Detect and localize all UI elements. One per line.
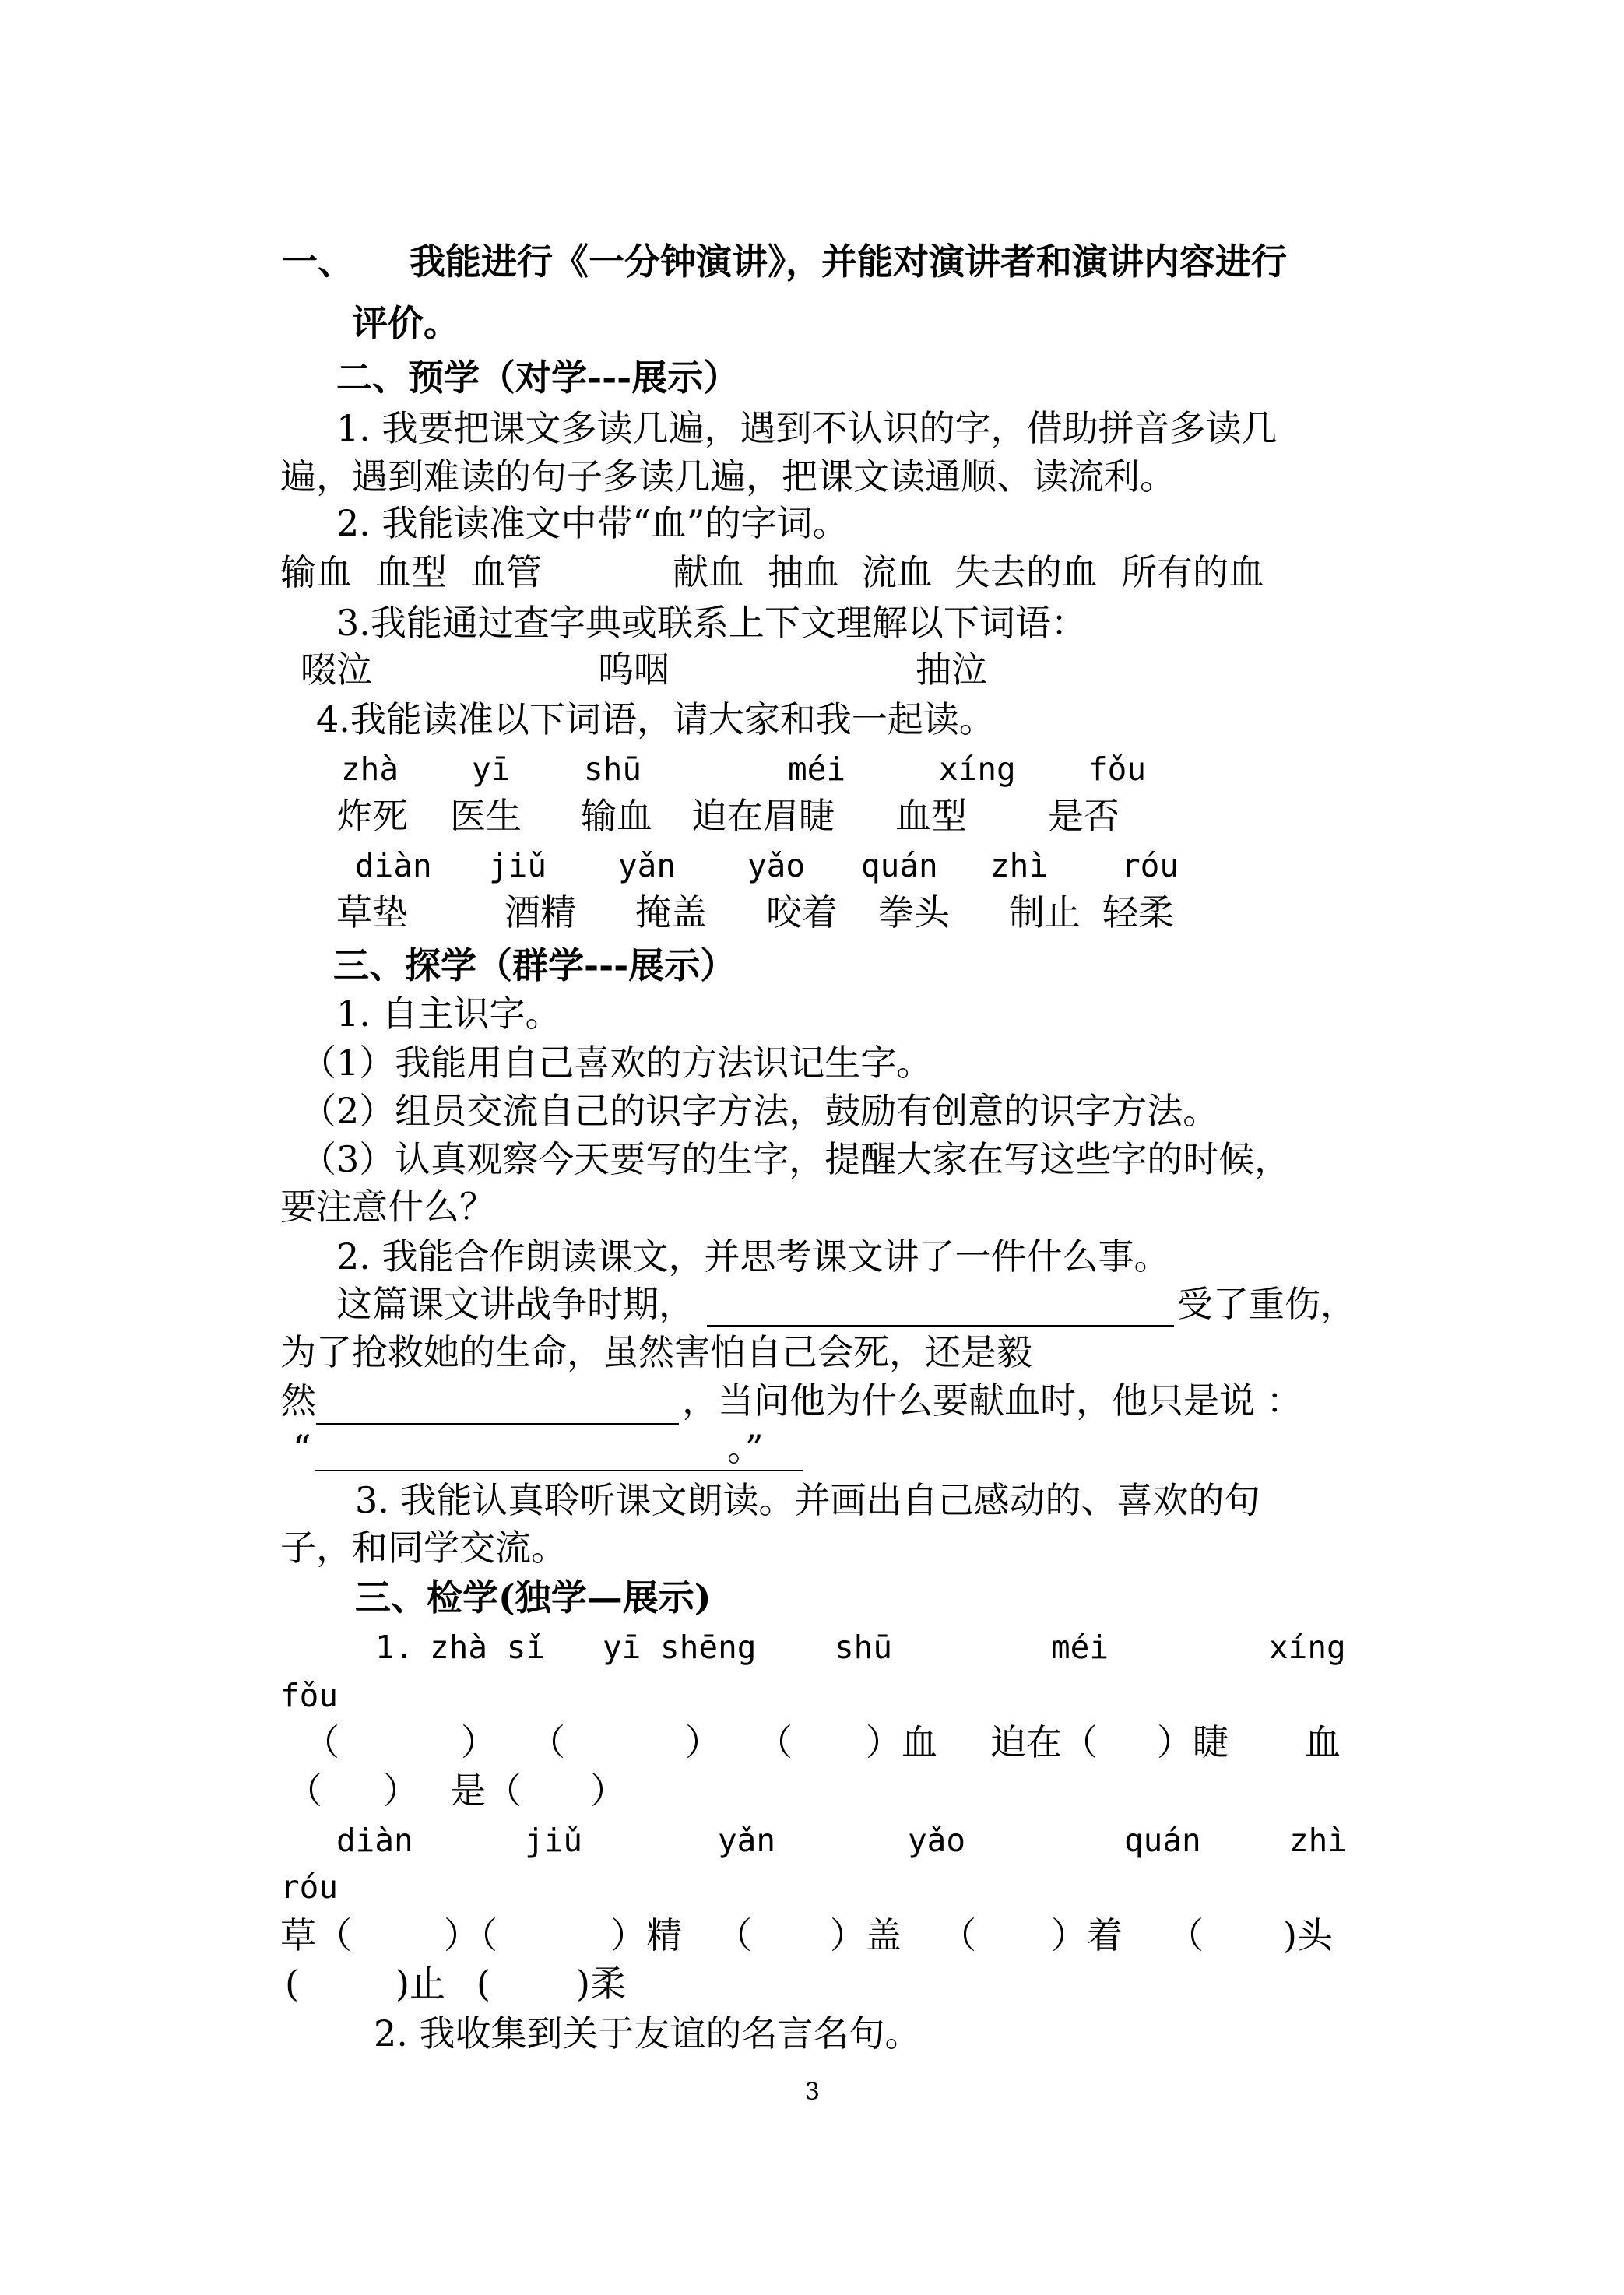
explore-item-3-cont: 子，和同学交流。 xyxy=(280,1527,567,1569)
xue-word: 献血 xyxy=(673,551,744,593)
vocab-word: 咬着 xyxy=(766,891,838,933)
vocab-word: 是否 xyxy=(1048,795,1120,837)
blank-paren[interactable]: )柔 xyxy=(576,1963,626,2005)
pinyin: yī xyxy=(472,750,511,788)
pinyin: zhà sǐ xyxy=(430,1629,546,1666)
prelearn-item-3: 3.我能通过查字典或联系上下文理解以下词语： xyxy=(336,602,1087,644)
pinyin: yī shēng xyxy=(603,1629,757,1666)
vocab-word: 血型 xyxy=(895,795,967,837)
pinyin: méi xyxy=(788,750,846,788)
pinyin: fǒu xyxy=(1088,750,1147,788)
explore-item-1: 1. 自主识字。 xyxy=(336,993,561,1035)
blank-paren[interactable]: ）精 xyxy=(610,1914,682,1956)
pinyin: yǎo xyxy=(908,1822,966,1859)
explore-item-3: 3. 我能认真聆听课文朗读。并画出自己感动的、喜欢的句 xyxy=(355,1479,1260,1521)
blank-paren[interactable]: ）着 xyxy=(1051,1914,1123,1956)
fill-text: 受了重伤， xyxy=(1177,1283,1356,1325)
prelearn-item-4: 4.我能读准以下词语，请大家和我一起读。 xyxy=(316,698,995,740)
blank-paren[interactable]: （ xyxy=(940,1914,976,1956)
blank-paren[interactable]: ）睫 xyxy=(1157,1721,1229,1763)
understand-word: 呜咽 xyxy=(598,648,670,691)
pinyin: jiǔ xyxy=(489,847,547,884)
fill-text: ，当问他为什么要献血时，他只是说 ： xyxy=(682,1379,1302,1422)
pinyin: róu xyxy=(1121,847,1179,884)
pinyin: yǎn xyxy=(618,847,677,884)
blank-paren[interactable]: ）盖 xyxy=(830,1914,902,1956)
fill-text: 然 xyxy=(280,1379,316,1422)
xue-word: 血管 xyxy=(470,551,542,593)
blank-paren[interactable]: （ xyxy=(304,1721,339,1763)
xue-word: 抽血 xyxy=(768,551,839,593)
blank-text: 血 xyxy=(1305,1721,1341,1763)
section-title-check: 三、检学(独学—展示) xyxy=(355,1576,712,1618)
explore-sub-3: （3）认真观察今天要写的生字，提醒大家在写这些字的时候， xyxy=(301,1138,1291,1180)
heading-text-cont: 评价。 xyxy=(352,302,459,344)
pinyin: méi xyxy=(1051,1629,1109,1666)
blank-paren[interactable]: 草（ xyxy=(280,1914,352,1956)
pinyin: quán xyxy=(861,847,938,884)
vocab-word: 医生 xyxy=(450,795,522,837)
fill-text: 。” xyxy=(727,1427,764,1469)
pinyin: xíng xyxy=(1269,1629,1346,1666)
xue-word: 失去的血 xyxy=(954,551,1098,593)
pinyin: yǎo xyxy=(747,847,806,884)
pinyin: fǒu xyxy=(280,1677,339,1714)
pinyin: yǎn xyxy=(718,1822,776,1859)
explore-sub-1: （1）我能用自己喜欢的方法识记生字。 xyxy=(301,1042,933,1084)
blank-paren[interactable]: 迫在（ xyxy=(990,1721,1098,1763)
vocab-word: 迫在眉睫 xyxy=(691,795,835,837)
xue-word: 血型 xyxy=(375,551,447,593)
blank-paren[interactable]: ） xyxy=(383,1770,419,1812)
pinyin: zhà xyxy=(341,750,399,788)
pinyin: shū xyxy=(584,750,642,788)
blank-paren[interactable]: ）血 xyxy=(866,1721,937,1763)
pinyin: zhì xyxy=(1289,1822,1348,1859)
vocab-word: 酒精 xyxy=(504,891,576,933)
vocab-word: 草垫 xyxy=(336,891,408,933)
blank-paren[interactable]: ） xyxy=(590,1770,626,1812)
section-title-explore: 三、探学（群学---展示） xyxy=(333,944,736,986)
blank-paren[interactable]: ）（ xyxy=(444,1914,497,1956)
understand-word: 抽泣 xyxy=(916,648,987,691)
blank-paren[interactable]: （ xyxy=(716,1914,752,1956)
fill-text: 为了抢救她的生命，虽然害怕自己会死，还是毅 xyxy=(280,1331,1032,1373)
vocab-word: 制止 xyxy=(1009,891,1081,933)
blank-paren[interactable]: )头 xyxy=(1283,1914,1333,1956)
blank-paren[interactable]: （ xyxy=(529,1721,565,1763)
blank-paren[interactable]: ( xyxy=(285,1963,299,2005)
prelearn-item-1-cont: 遍，遇到难读的句子多读几遍，把课文读通顺、读流利。 xyxy=(280,455,1176,497)
blank-paren[interactable]: （ xyxy=(286,1770,322,1812)
vocab-word: 输血 xyxy=(581,795,652,837)
blank-paren[interactable]: ） xyxy=(685,1721,721,1763)
explore-sub-3-cont: 要注意什么？ xyxy=(280,1186,495,1228)
heading-text: 我能进行《一分钟演讲》，并能对演讲者和演讲内容进行 xyxy=(410,241,1287,283)
xue-word: 输血 xyxy=(280,551,352,593)
fill-text: “ xyxy=(293,1427,311,1469)
pinyin: zhì xyxy=(990,847,1049,884)
pinyin: jiǔ xyxy=(525,1822,583,1859)
pinyin: diàn xyxy=(355,847,432,884)
pinyin: shū xyxy=(835,1629,893,1666)
check-item-2: 2. 我收集到关于友谊的名言名句。 xyxy=(374,2012,921,2054)
pinyin: róu xyxy=(280,1868,339,1906)
fill-text: 这篇课文讲战争时期， xyxy=(336,1283,694,1325)
check-item-number: 1. xyxy=(375,1629,414,1666)
pinyin: diàn xyxy=(336,1822,413,1859)
vocab-word: 炸死 xyxy=(336,795,408,837)
understand-word: 啜泣 xyxy=(301,648,372,691)
blank-paren[interactable]: （ xyxy=(1168,1914,1204,1956)
heading-number: 一、 xyxy=(282,241,353,283)
blank-paren[interactable]: ( xyxy=(476,1963,490,2005)
pinyin: quán xyxy=(1124,1822,1201,1859)
explore-item-2: 2. 我能合作朗读课文，并思考课文讲了一件什么事。 xyxy=(336,1235,1170,1278)
pinyin: xíng xyxy=(939,750,1016,788)
xue-word: 流血 xyxy=(861,551,933,593)
section-title-prelearn: 二、预学（对学---展示） xyxy=(336,357,740,399)
prelearn-item-1: 1. 我要把课文多读几遍，遇到不认识的字，借助拼音多读几 xyxy=(336,407,1278,449)
xue-word: 所有的血 xyxy=(1121,551,1264,593)
vocab-word: 轻柔 xyxy=(1102,891,1174,933)
vocab-word: 掩盖 xyxy=(635,891,707,933)
blank-paren[interactable]: （ xyxy=(757,1721,793,1763)
answer-blank[interactable] xyxy=(316,1423,679,1425)
answer-blank[interactable] xyxy=(707,1325,1174,1327)
blank-paren[interactable]: )止 xyxy=(395,1963,445,2005)
vocab-word: 拳头 xyxy=(878,891,950,933)
blank-paren[interactable]: ） xyxy=(461,1721,497,1763)
page-number: 3 xyxy=(805,2079,821,2106)
blank-paren[interactable]: 是（ xyxy=(450,1770,522,1812)
prelearn-item-2: 2. 我能读准文中带“血”的字词。 xyxy=(336,502,849,544)
explore-sub-2: （2）组员交流自己的识字方法，鼓励有创意的识字方法。 xyxy=(301,1090,1219,1132)
